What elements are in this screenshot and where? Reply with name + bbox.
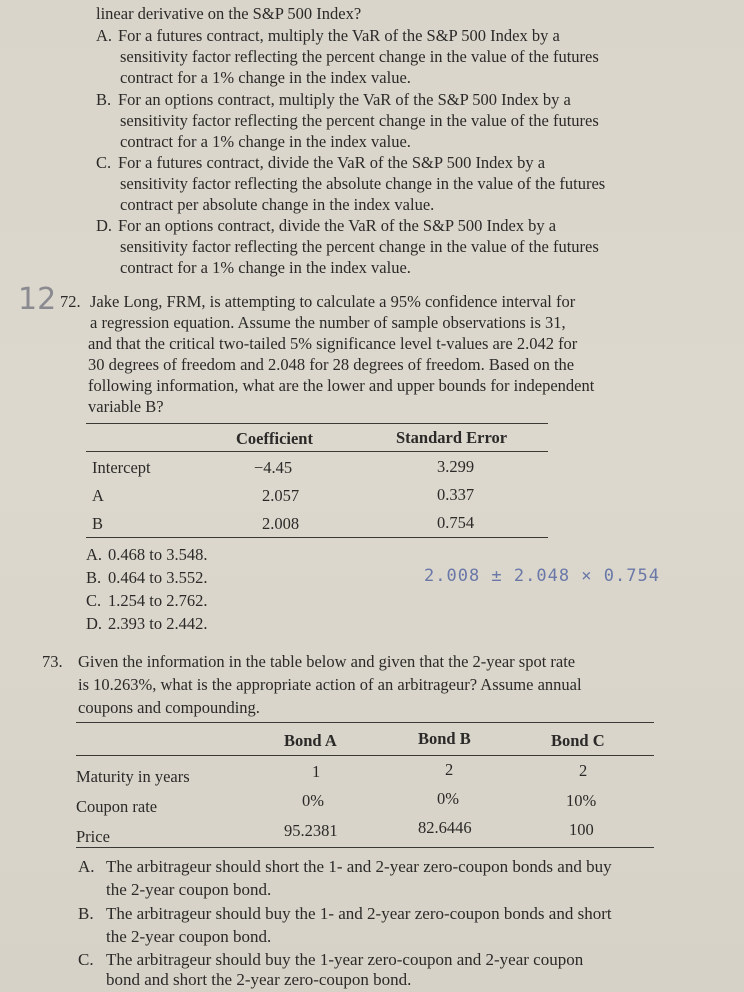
q71-option-b-line2: sensitivity factor reflecting the percent change in the value of the futures	[120, 111, 599, 130]
q73-option-c-line1: The arbitrageur should buy the 1-year zero-coupon and 2-year coupon	[106, 950, 584, 969]
q73-option-c	[78, 950, 583, 970]
q71-stem-tail: linear derivative on the S&P 500 Index?	[96, 4, 362, 23]
q73-option-c-line2: bond and short the 2-year zero-coupon bond.	[106, 970, 412, 989]
q72-table-top-rule	[86, 423, 548, 424]
q71-option-d-line1: For an options contract, divide the VaR of the S&P 500 Index by a	[118, 216, 557, 235]
q72-table-header-rule	[86, 451, 548, 452]
q72-row-a-se: 0.337	[437, 485, 475, 504]
q71-option-b-line3: contract for a 1% change in the index value.	[120, 132, 411, 151]
q72-stem-line4: 30 degrees of freedom and 2.048 for 28 degrees of freedom. Based on the	[88, 355, 575, 374]
q73-row-price-label: Price	[76, 827, 110, 846]
q71-option-a-line1: For a futures contract, multiply the VaR of the S&P 500 Index by a	[118, 26, 560, 45]
q72-row-a-label: A	[92, 486, 104, 505]
q72-handwritten-calculation: 2.008 ± 2.048 × 0.754	[424, 566, 660, 586]
q72-row-intercept-coef: −4.45	[254, 458, 293, 477]
q71-option-b-line1: For an options contract, multiply the VaR of the S&P 500 Index by a	[118, 90, 571, 109]
q73-row-coupon-label: Coupon rate	[76, 797, 158, 816]
q72-row-b-se: 0.754	[437, 513, 475, 532]
q73-header-bond-c: Bond C	[551, 731, 605, 750]
q71-option-d	[96, 216, 556, 236]
q72-option-a-text: 0.468 to 3.548.	[108, 545, 208, 564]
q72-option-a-letter: A.	[86, 545, 103, 564]
q73-row-coupon-b: 0%	[437, 789, 459, 808]
q72-row-b-coef: 2.008	[262, 514, 300, 533]
q72-number: 72.	[60, 292, 81, 311]
q73-row-maturity-label: Maturity in years	[76, 767, 190, 786]
q73-row-maturity-b: 2	[445, 760, 454, 779]
q72-header-coefficient: Coefficient	[236, 429, 313, 448]
q72-option-d	[86, 614, 207, 634]
q73-option-c-letter: C.	[78, 950, 94, 969]
q73-option-a-letter: A.	[78, 857, 95, 876]
q73-row-price-a: 95.2381	[284, 821, 338, 840]
q71-option-c-letter: C.	[96, 153, 112, 172]
q73-option-b	[78, 904, 612, 924]
q73-option-a	[78, 857, 612, 877]
q73-row-maturity-c: 2	[579, 761, 588, 780]
q73-header-bond-b: Bond B	[418, 729, 471, 748]
q73-row-price-c: 100	[569, 820, 594, 839]
q73-stem-line3: coupons and compounding.	[78, 698, 260, 717]
q71-option-c-line3: contract per absolute change in the index value.	[120, 195, 435, 214]
q72-option-c-letter: C.	[86, 591, 102, 610]
q72-header-std-error: Standard Error	[396, 428, 508, 447]
q73-option-b-letter: B.	[78, 904, 94, 923]
q71-option-d-letter: D.	[96, 216, 113, 235]
q72-table-bottom-rule	[86, 537, 548, 538]
q73-row-coupon-c: 10%	[566, 791, 597, 810]
q73-option-a-line2: the 2-year coupon bond.	[106, 880, 272, 899]
q72-stem-line6: variable B?	[88, 397, 164, 416]
q72-row-intercept-se: 3.299	[437, 457, 475, 476]
q72-option-d-letter: D.	[86, 614, 103, 633]
q71-option-b	[96, 90, 571, 110]
q73-stem-line2: is 10.263%, what is the appropriate action of an arbitrageur? Assume annual	[78, 675, 582, 694]
q73-row-price-b: 82.6446	[418, 818, 472, 837]
q73-table-bottom-rule	[76, 847, 654, 848]
q71-option-a-line2: sensitivity factor reflecting the percent change in the value of the futures	[120, 47, 599, 66]
q71-option-d-line2: sensitivity factor reflecting the percent change in the value of the futures	[120, 237, 599, 256]
q71-option-c-line1: For a futures contract, divide the VaR of the S&P 500 Index by a	[118, 153, 546, 172]
q71-option-a	[96, 26, 560, 46]
q72-option-b-text: 0.464 to 3.552.	[108, 568, 208, 587]
q72-stem-line5: following information, what are the lower and upper bounds for independent	[88, 376, 595, 395]
q73-number: 73.	[42, 652, 63, 671]
q72-option-d-text: 2.393 to 2.442.	[108, 614, 208, 633]
q73-stem-line1: Given the information in the table below and given that the 2-year spot rate	[78, 652, 576, 671]
q73-table-header-rule	[76, 755, 654, 756]
q71-option-a-letter: A.	[96, 26, 113, 45]
q72-row-intercept-label: Intercept	[92, 458, 151, 477]
q72-stem-line1: Jake Long, FRM, is attempting to calculate a 95% confidence interval for	[90, 292, 576, 311]
q72-stem-line3: and that the critical two-tailed 5% significance level t-values are 2.042 for	[88, 334, 578, 353]
q71-option-d-line3: contract for a 1% change in the index value.	[120, 258, 411, 277]
q73-row-coupon-a: 0%	[302, 791, 324, 810]
q71-option-b-letter: B.	[96, 90, 112, 109]
q72-option-c	[86, 591, 207, 611]
q73-option-a-line1: The arbitrageur should short the 1- and 2-year zero-coupon bonds and buy	[106, 857, 612, 876]
q72-row-b-label: B	[92, 514, 104, 533]
q72-row-a-coef: 2.057	[262, 486, 300, 505]
q73-table-top-rule	[76, 722, 654, 723]
q72-stem-line2: a regression equation. Assume the number of sample observations is 31,	[90, 313, 566, 332]
q73-option-b-line1: The arbitrageur should buy the 1- and 2-year zero-coupon bonds and short	[106, 904, 612, 923]
q72-option-b-letter: B.	[86, 568, 102, 587]
q71-option-a-line3: contract for a 1% change in the index value.	[120, 68, 411, 87]
q72-option-c-text: 1.254 to 2.762.	[108, 591, 208, 610]
q72-option-a	[86, 545, 207, 565]
q72-margin-note: 12	[18, 282, 57, 317]
q71-option-c-line2: sensitivity factor reflecting the absolute change in the value of the futures	[120, 174, 606, 193]
q73-option-b-line2: the 2-year coupon bond.	[106, 927, 272, 946]
q73-row-maturity-a: 1	[312, 762, 321, 781]
q73-header-bond-a: Bond A	[284, 731, 337, 750]
q72-option-b	[86, 568, 207, 588]
q71-option-c	[96, 153, 545, 173]
